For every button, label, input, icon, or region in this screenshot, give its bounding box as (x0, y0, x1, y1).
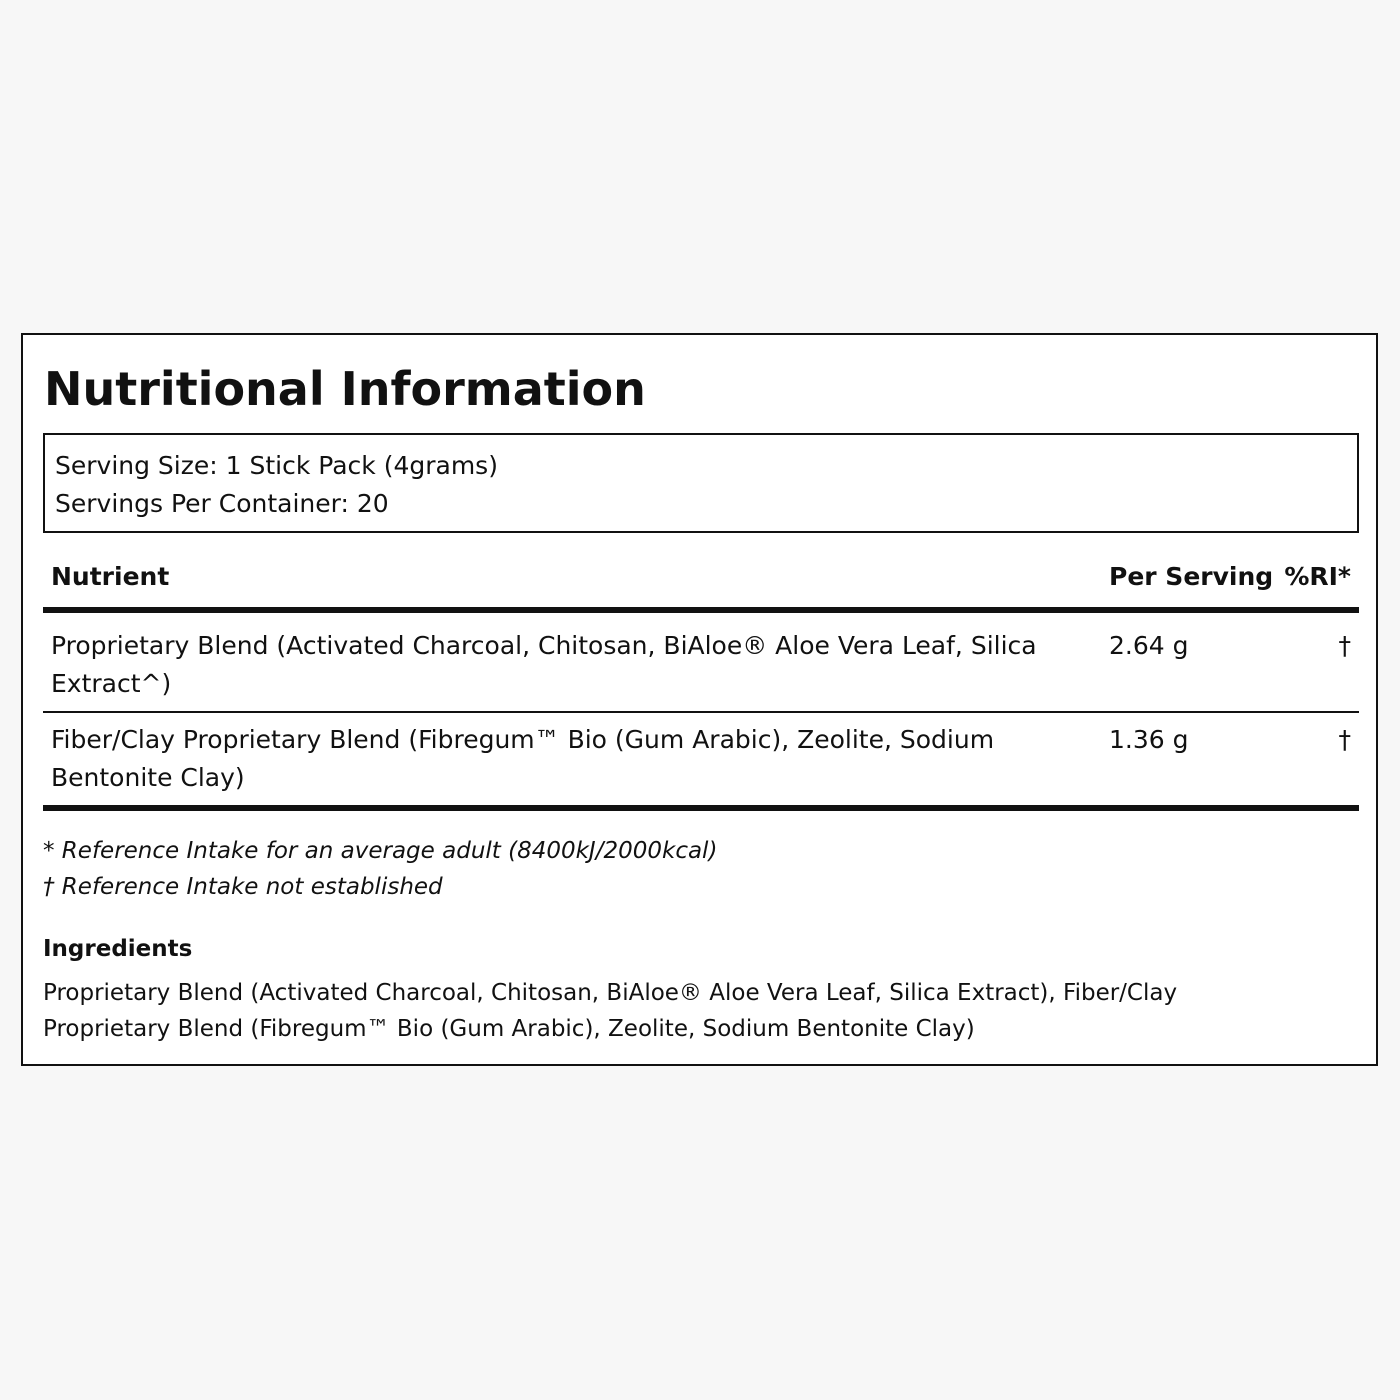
row-nutrient-name: Fiber/Clay Proprietary Blend (Fibregum™ Bio (Gum Arabic), Zeolite, Sodium Bentonite Clay) (51, 725, 995, 792)
table-header (43, 555, 1359, 613)
serving-size: Serving Size: 1 Stick Pack (4grams) (55, 451, 498, 480)
row-per-serving: 2.64 g (1109, 631, 1189, 660)
serving-info-box (43, 433, 1359, 533)
header-ri: %RI* (1284, 562, 1351, 591)
row-per-serving: 1.36 g (1109, 725, 1189, 754)
footnote-not-established: † Reference Intake not established (43, 874, 443, 900)
ingredients-heading: Ingredients (43, 936, 193, 962)
table-row (43, 627, 1359, 713)
table-row (43, 721, 1359, 811)
row-nutrient-name: Proprietary Blend (Activated Charcoal, Chitosan, BiAloe® Aloe Vera Leaf, Silica Extract^) (51, 631, 1037, 698)
nutrition-panel (21, 333, 1378, 1066)
row-ri: † (1338, 725, 1351, 754)
header-nutrient: Nutrient (51, 562, 170, 591)
row-ri: † (1338, 631, 1351, 660)
ingredients-text: Proprietary Blend (Activated Charcoal, Chitosan, BiAloe® Aloe Vera Leaf, Silica Extract), Fiber/Clay Proprietary Blend (Fibregum™ Bio (Gum Arabic), Zeolite, Sodium Bentonite Clay) (43, 980, 1178, 1042)
footnotes (43, 833, 1359, 905)
footnote-reference-intake: * Reference Intake for an average adult (8400kJ/2000kcal) (43, 838, 718, 864)
header-per-serving: Per Serving (1109, 562, 1274, 591)
servings-per-container: Servings Per Container: 20 (55, 489, 389, 518)
panel-title: Nutritional Information (44, 362, 646, 416)
